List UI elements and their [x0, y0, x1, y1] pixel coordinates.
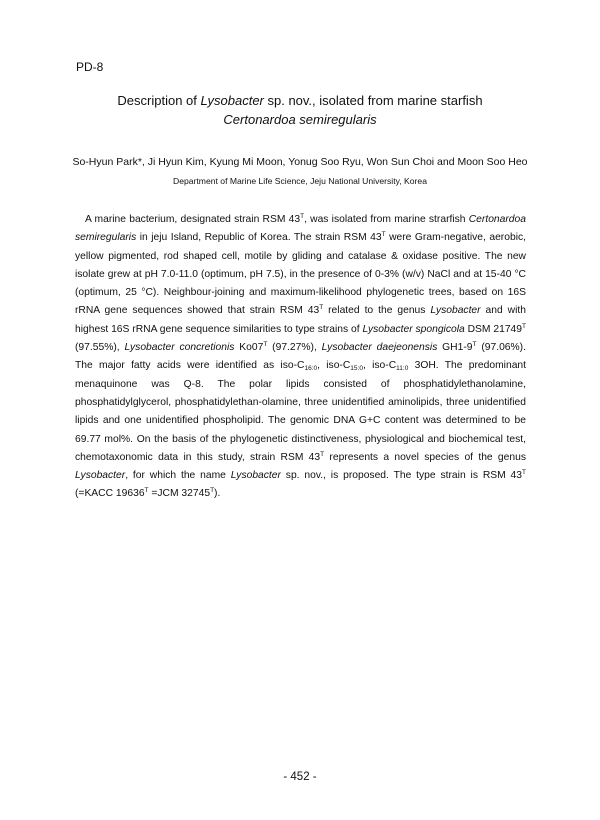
- abstract-text: ).: [214, 488, 221, 500]
- presentation-code: PD-8: [76, 60, 104, 74]
- type-strain-superscript: T: [381, 231, 386, 239]
- paper-title-line2: [0, 112, 600, 127]
- abstract-text: , for which the name: [125, 470, 231, 482]
- species-name: Lysobacter: [75, 470, 126, 482]
- title-species: Certonardoa semiregularis: [223, 112, 377, 127]
- abstract-text: , was isolated from marine strarfish: [304, 214, 469, 225]
- abstract-text: =JCM 32745: [148, 488, 211, 500]
- affiliation: Department of Marine Life Science, Jeju National University, Korea: [173, 176, 427, 186]
- type-strain-superscript: T: [300, 213, 305, 220]
- type-strain-superscript: T: [144, 487, 149, 495]
- abstract-text: and with highest 16S rRNA gene sequence similarities to type strains of: [75, 305, 526, 335]
- abstract-text: GH1-9: [437, 342, 473, 354]
- abstract-text: , iso-C: [362, 360, 397, 372]
- type-strain-superscript: T: [263, 341, 268, 349]
- type-strain-superscript: T: [522, 322, 526, 330]
- abstract-text: A marine bacterium, designated strain RSM 43: [85, 214, 301, 225]
- species-name: Lysobacter spongicola: [362, 323, 465, 335]
- species-name: Lysobacter concretionis: [124, 342, 235, 354]
- species-name: Certonardoa semiregularis: [75, 214, 526, 244]
- abstract-text: sp. nov., is proposed. The type strain is RSM 43: [280, 470, 523, 482]
- title-genus: Lysobacter: [200, 93, 264, 108]
- fatty-acid-subscript: 16:0: [304, 365, 318, 373]
- title-prefix: Description of: [117, 93, 201, 108]
- species-name: Lysobacter daejeonensis: [321, 342, 438, 354]
- page-number: - 452 -: [283, 771, 317, 783]
- abstract-text: (97.06%). The major fatty acids were identified as iso-C: [75, 342, 526, 372]
- fatty-acid-subscript: 15:0: [350, 365, 363, 373]
- type-strain-superscript: T: [320, 450, 325, 458]
- abstract-text: (97.55%),: [75, 342, 125, 354]
- abstract-paragraph: [75, 211, 526, 504]
- paper-title: [0, 93, 600, 108]
- type-strain-superscript: T: [472, 341, 477, 349]
- abstract-text: (=KACC 19636: [75, 488, 145, 500]
- abstract-text: DSM 21749: [464, 323, 522, 335]
- species-name: Lysobacter: [430, 305, 481, 317]
- species-name: Lysobacter: [230, 470, 281, 482]
- title-suffix: sp. nov., isolated from marine starfish: [263, 93, 483, 108]
- type-strain-superscript: T: [522, 469, 526, 477]
- type-strain-superscript: T: [319, 304, 324, 312]
- abstract: [75, 211, 526, 504]
- abstract-text: Ko07: [234, 342, 264, 354]
- fatty-acid-subscript: 11:0: [396, 365, 409, 373]
- abstract-text: , iso-C: [317, 360, 351, 372]
- abstract-text: were Gram-negative, aerobic, yellow pigmented, rod shaped cell, motile by gliding and catalase & oxidase positive. The new isolate grew at pH 7.0-11.0 (optimum, pH 7.5), in the presence of 0-3% (w/v) NaCl and at 15-40 °C (optimum, 25 °C). Neighbour-joining and maximum-likelihood phylogenetic trees, based on 16S rRNA gene sequences showed that strain RSM 43: [75, 232, 526, 317]
- abstract-text: 3OH. The predominant menaquinone was Q-8. The polar lipids consisted of phosphatidylethanolamine, phosphatidylglycerol, phosphatidylethan-olamine, three unidentified aminolipids, three unidentified lipids and one unidentified phospholipid. The genomic DNA G+C content was determined to be 69.77 mol%. On the basis of the phylogenetic distinctiveness, physiological and biochemical test, chemotaxonomic data in this study, strain RSM 43: [75, 360, 527, 463]
- abstract-text: represents a novel species of the genus: [324, 451, 526, 463]
- author-list: So-Hyun Park*, Ji Hyun Kim, Kyung Mi Moon, Yonug Soo Ryu, Won Sun Choi and Moon Soo Heo: [72, 156, 528, 168]
- abstract-text: in jeju Island, Republic of Korea. The strain RSM 43: [136, 232, 382, 244]
- abstract-text: (97.27%),: [267, 342, 322, 354]
- type-strain-superscript: T: [210, 487, 215, 495]
- abstract-text: related to the genus: [323, 305, 431, 317]
